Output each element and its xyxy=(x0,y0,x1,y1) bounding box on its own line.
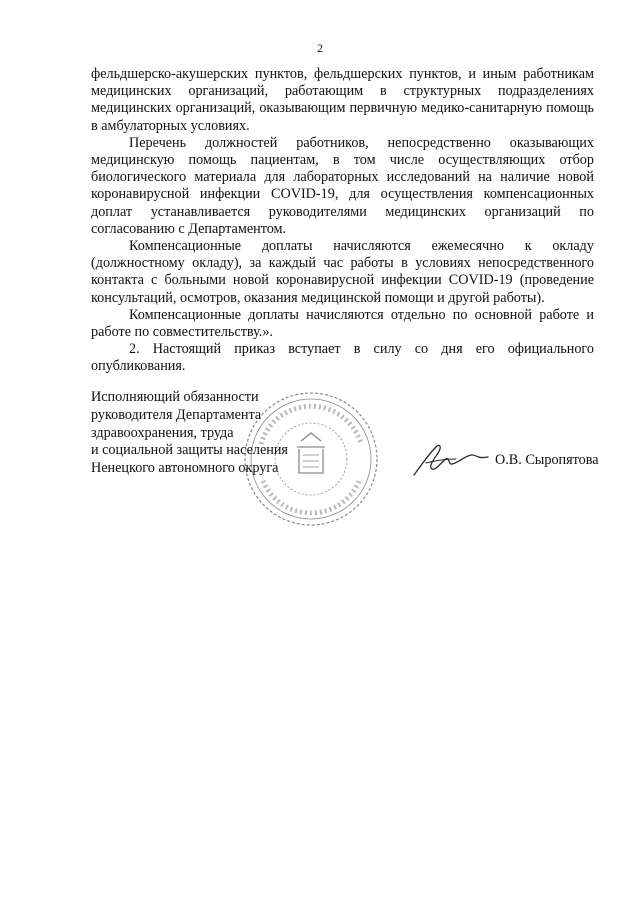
paragraph-positions-list: Перечень должностей работников, непосредственно оказывающих медицинскую помощь пациентам, в том числе осуществляющих отбор биологического материала для лабораторных исследований на наличие новой коронавирусной инфекции COVID-19, для осуществления компенсационных доплат устанавливается руководителями медицинских организаций по согласованию с Департаментом. xyxy=(91,134,594,237)
signer-name: О.В. Сыропятова xyxy=(495,452,599,468)
position-line: Ненецкого автономного округа xyxy=(91,460,279,477)
position-line: здравоохранения, труда xyxy=(91,424,234,441)
signature-block xyxy=(91,389,611,539)
signatory-position xyxy=(91,389,351,478)
position-line: руководителя Департамента xyxy=(91,406,262,423)
paragraph-effective-date: 2. Настоящий приказ вступает в силу со дня его официального опубликования. xyxy=(91,341,594,375)
handwritten-signature xyxy=(406,437,496,482)
position-line: и социальной защиты населения xyxy=(91,442,288,459)
paragraph-separate-accrual: Компенсационные доплаты начисляются отдельно по основной работе и работе по совместительству.». xyxy=(91,306,594,341)
paragraph-payment-accrual: Компенсационные доплаты начисляются ежемесячно к окладу (должностному окладу), за каждый час работы в условиях непосредственного контакта с больными новой коронавирусной инфекции COVID-19 (проведение консультаций, осмотров, оказания медицинской помощи и другой работы). xyxy=(91,238,594,306)
document-body xyxy=(91,66,594,376)
paragraph-continuation: фельдшерско-акушерских пунктов, фельдшерских пунктов, и иным работникам медицинских организаций, работающим в структурных подразделениях медицинских организаций, оказывающим первичную медико-санитарную помощь в амбулаторных условиях. xyxy=(91,66,594,134)
position-line: Исполняющий обязанности xyxy=(91,389,259,405)
page-number: 2 xyxy=(317,41,323,55)
